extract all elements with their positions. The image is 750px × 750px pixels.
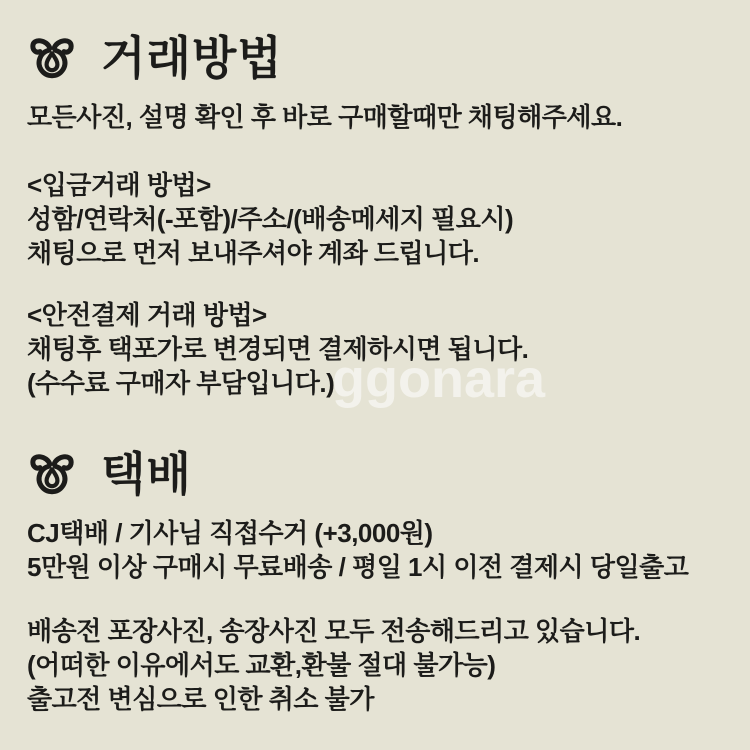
shipping-policy-line: 출고전 변심으로 인한 취소 불가 [27, 684, 374, 714]
deposit-method-line: 채팅으로 먼저 보내주셔야 계좌 드립니다. [27, 238, 480, 268]
courier-info-line: CJ택배 / 기사님 직접수거 (+3,000원) [27, 518, 433, 548]
courier-info-block [27, 516, 730, 584]
escrow-method-block [27, 298, 730, 400]
shipping-policy-line: (어떠한 이유에서도 교환,환불 절대 불가능) [27, 650, 496, 680]
shipping-policy-block [27, 614, 730, 716]
deposit-method-block [27, 168, 730, 270]
delivery-section-heading [27, 446, 730, 500]
escrow-method-line: 채팅후 택포가로 변경되면 결제하시면 됩니다. [27, 334, 529, 364]
trade-intro-line: 모든사진, 설명 확인 후 바로 구매할때만 채팅해주세요. [27, 102, 623, 132]
joonggonara-bud-logo-icon [27, 32, 77, 82]
ggonara-watermark: ggonara [332, 349, 546, 409]
delivery-section-title: 택배 [101, 448, 192, 500]
trade-section-title: 거래방법 [101, 32, 283, 84]
escrow-method-heading: <안전결제 거래 방법> [27, 300, 267, 330]
escrow-method-line: (수수료 구매자 부담입니다.) [27, 368, 335, 398]
trade-intro-block [27, 100, 730, 134]
deposit-method-line: 성함/연락처(-포함)/주소/(배송메세지 필요시) [27, 204, 514, 234]
shipping-policy-line: 배송전 포장사진, 송장사진 모두 전송해드리고 있습니다. [27, 616, 641, 646]
courier-info-line: 5만원 이상 구매시 무료배송 / 평일 1시 이전 결제시 당일출고 [27, 552, 689, 582]
trade-section-heading [27, 30, 730, 84]
deposit-method-heading: <입금거래 방법> [27, 170, 211, 200]
joonggonara-bud-logo-icon [27, 448, 77, 498]
